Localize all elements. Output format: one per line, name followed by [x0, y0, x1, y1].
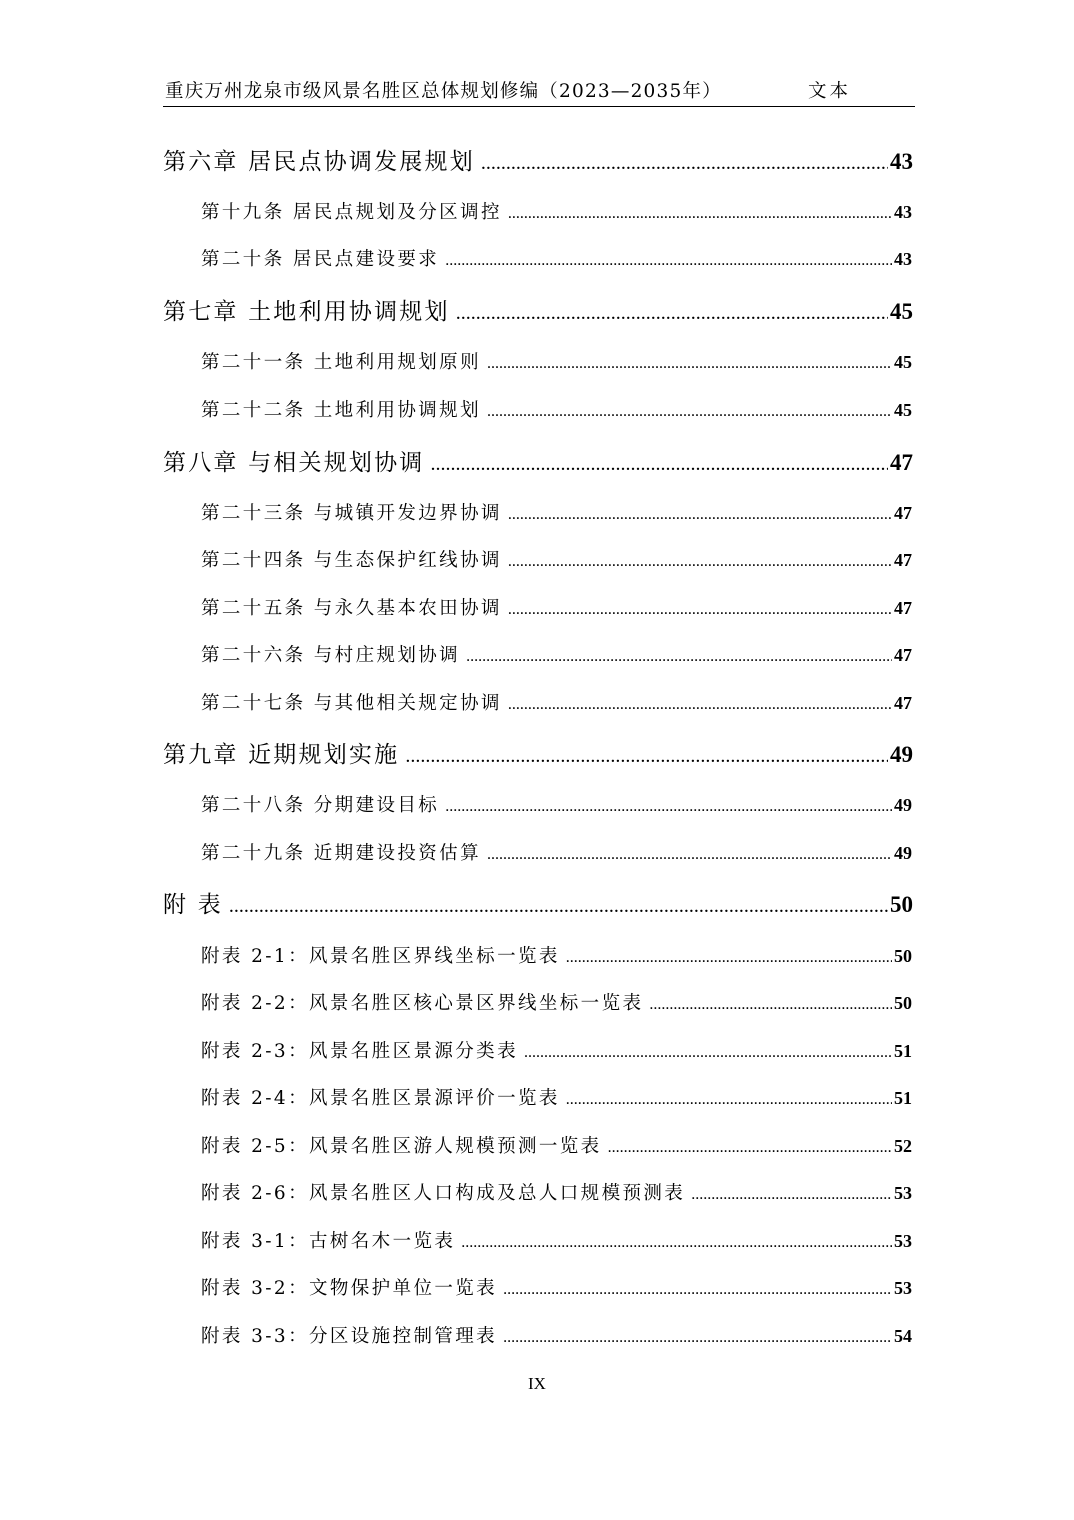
toc-entry-title: 附 表 [163, 892, 223, 918]
dot-leader [508, 205, 892, 223]
toc-chapter[interactable] [163, 444, 913, 477]
toc-entry-title: 附表 2-4：风景名胜区景源评价一览表 [201, 1088, 560, 1109]
page-number: IX [528, 1374, 546, 1393]
dot-leader [481, 152, 888, 175]
toc-entry-title: 第二十六条 与村庄规划协调 [201, 645, 461, 666]
toc-article[interactable] [201, 499, 912, 525]
dot-leader [508, 506, 892, 524]
toc-entry-title: 附表 2-5：风景名胜区游人规模预测一览表 [201, 1136, 602, 1157]
toc-article[interactable] [201, 839, 912, 865]
toc-article[interactable] [201, 198, 912, 224]
toc-chapter[interactable] [163, 886, 913, 919]
dot-leader [405, 745, 888, 768]
dot-leader [524, 1044, 892, 1062]
toc-article[interactable] [201, 1084, 912, 1110]
toc-article[interactable] [201, 245, 912, 271]
toc-entry-title: 第七章 土地利用协调规划 [163, 299, 450, 325]
dot-leader [508, 553, 892, 571]
page-footer [0, 1374, 1074, 1394]
dot-leader [566, 1091, 892, 1109]
toc-page-number: 50 [894, 993, 912, 1013]
toc-entry-title: 第八章 与相关规划协调 [163, 450, 425, 476]
toc-chapter[interactable] [163, 143, 913, 176]
dot-leader [431, 453, 888, 476]
toc-entry-title: 附表 3-1：古树名木一览表 [201, 1231, 456, 1252]
toc-chapter[interactable] [163, 293, 913, 326]
toc-page-number: 45 [894, 352, 912, 372]
toc-page-number: 51 [894, 1041, 912, 1061]
dot-leader [461, 1234, 892, 1252]
toc-page-number: 43 [894, 202, 912, 222]
toc-page-number: 47 [894, 693, 912, 713]
toc-entry-title: 第二十七条 与其他相关规定协调 [201, 693, 502, 714]
toc-entry-title: 第十九条 居民点规划及分区调控 [201, 202, 502, 223]
toc-entry-title: 第二十二条 土地利用协调规划 [201, 400, 481, 421]
toc-entry-title: 附表 3-3：分区设施控制管理表 [201, 1326, 498, 1347]
toc-page-number: 45 [894, 400, 912, 420]
toc-page-number: 47 [894, 503, 912, 523]
toc-entry-title: 第二十四条 与生态保护红线协调 [201, 550, 502, 571]
toc-page-number: 43 [890, 149, 913, 174]
toc-page-number: 47 [894, 550, 912, 570]
dot-leader [487, 403, 892, 421]
dot-leader [445, 252, 892, 270]
toc-page-number: 53 [894, 1231, 912, 1251]
toc-chapter[interactable] [163, 736, 913, 769]
toc-page-number: 47 [894, 598, 912, 618]
toc-entry-title: 附表 2-1：风景名胜区界线坐标一览表 [201, 946, 560, 967]
toc-page-number: 49 [894, 843, 912, 863]
toc-article[interactable] [201, 1179, 912, 1205]
dot-leader [508, 601, 892, 619]
toc-page-number: 50 [894, 946, 912, 966]
toc-entry-title: 第九章 近期规划实施 [163, 742, 400, 768]
dot-leader [487, 355, 892, 373]
toc-article[interactable] [201, 594, 912, 620]
toc-page-number: 53 [894, 1278, 912, 1298]
toc-page-number: 53 [894, 1183, 912, 1203]
header-title: 重庆万州龙泉市级风景名胜区总体规划修编（2023—2035年） [165, 81, 722, 102]
toc-article[interactable] [201, 1227, 912, 1253]
toc-article[interactable] [201, 1132, 912, 1158]
toc-entry-title: 第二十八条 分期建设目标 [201, 795, 440, 816]
dot-leader [566, 949, 892, 967]
toc-article[interactable] [201, 396, 912, 422]
toc-page-number: 43 [894, 249, 912, 269]
dot-leader [487, 846, 892, 864]
toc-entry-title: 附表 2-3：风景名胜区景源分类表 [201, 1041, 518, 1062]
dot-leader [608, 1139, 892, 1157]
dot-leader [503, 1329, 892, 1347]
toc-entry-title: 第二十五条 与永久基本农田协调 [201, 598, 502, 619]
toc-article[interactable] [201, 1274, 912, 1300]
toc-entry-title: 第六章 居民点协调发展规划 [163, 149, 475, 175]
toc-page-number: 52 [894, 1136, 912, 1156]
dot-leader [503, 1281, 892, 1299]
toc-page-number: 54 [894, 1326, 912, 1346]
toc-page-number: 47 [894, 645, 912, 665]
toc-page-number: 50 [890, 892, 913, 917]
dot-leader [445, 798, 892, 816]
toc-entry-title: 第二十三条 与城镇开发边界协调 [201, 503, 502, 524]
dot-leader [649, 996, 892, 1014]
toc-entry-title: 第二十一条 土地利用规划原则 [201, 352, 481, 373]
toc-article[interactable] [201, 689, 912, 715]
toc-entry-title: 附表 3-2：文物保护单位一览表 [201, 1278, 498, 1299]
toc-entry-title: 附表 2-2：风景名胜区核心景区界线坐标一览表 [201, 993, 644, 1014]
toc-entry-title: 第二十九条 近期建设投资估算 [201, 843, 481, 864]
toc-entry-title: 附表 2-6：风景名胜区人口构成及总人口规模预测表 [201, 1183, 686, 1204]
dot-leader [456, 302, 888, 325]
toc-article[interactable] [201, 989, 912, 1015]
toc-article[interactable] [201, 942, 912, 968]
toc-article[interactable] [201, 348, 912, 374]
toc-article[interactable] [201, 1322, 912, 1348]
toc-article[interactable] [201, 1037, 912, 1063]
toc-article[interactable] [201, 641, 912, 667]
toc-article[interactable] [201, 546, 912, 572]
toc-page-number: 49 [890, 742, 913, 767]
toc-page-number: 45 [890, 299, 913, 324]
toc-page-number: 47 [890, 450, 913, 475]
dot-leader [508, 696, 892, 714]
toc-page-number: 51 [894, 1088, 912, 1108]
toc-article[interactable] [201, 791, 912, 817]
dot-leader [466, 648, 892, 666]
dot-leader [229, 895, 888, 918]
toc-page-number: 49 [894, 795, 912, 815]
header-doc-type: 文本 [808, 81, 852, 102]
toc-entry-title: 第二十条 居民点建设要求 [201, 249, 440, 270]
dot-leader [691, 1186, 892, 1204]
